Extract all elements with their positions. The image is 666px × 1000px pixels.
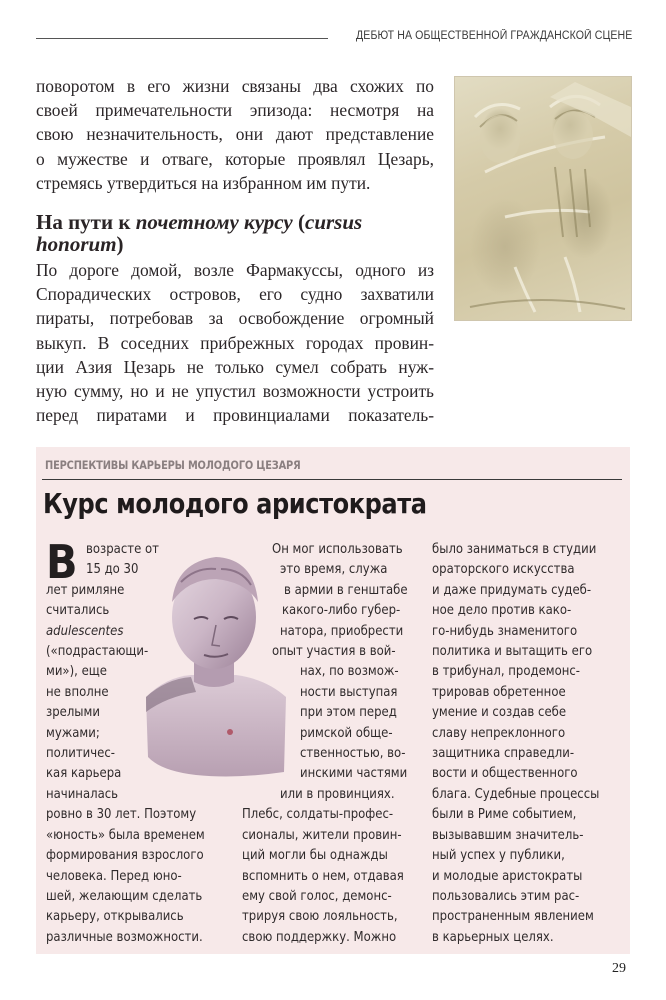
text-line: формирования взрослого — [46, 847, 204, 864]
text-line: о мужестве и отваге, которые проявлял Цезарь, — [36, 148, 434, 169]
sidebar-column-2 — [236, 539, 406, 947]
heading-italic-term: почетному курсу — [135, 210, 293, 235]
text-line: поворотом в его жизни связаны два схожих по — [36, 76, 434, 96]
text-line: перед пиратами и провинциалами показатель- — [36, 405, 434, 426]
text-line: го-нибудь знаменитого — [432, 622, 578, 639]
relief-photo — [454, 76, 632, 321]
text-line: ций могли бы однажды — [242, 847, 388, 864]
text-line: свою поддержку. Можно — [242, 928, 397, 945]
text-line: различные возможности. — [46, 928, 203, 945]
text-line: Он мог использовать — [272, 541, 403, 557]
text-line: считались — [46, 602, 110, 619]
heading-latin-term: cursus — [305, 210, 363, 235]
text-line: умение и создав себе — [432, 704, 567, 721]
text-line: пространенным явлением — [432, 908, 594, 925]
text-line: ции Азия Цезарь не только сумел собрать нуж- — [36, 356, 434, 377]
text-line: славу непреклонного — [432, 724, 566, 741]
text-line: человека. Перед юно- — [46, 867, 182, 884]
text-line: какого-либо губер- — [282, 602, 401, 619]
text-line: ораторского искусства — [432, 561, 575, 578]
text-line: в трибунал, продемонс- — [432, 663, 581, 680]
text-line: это время, служа — [280, 561, 388, 578]
text-line: пользовались этим рас- — [432, 887, 580, 904]
text-line: сионалы, жители провин- — [242, 826, 402, 843]
text-line: возрасте от — [86, 541, 159, 557]
text-line: ное дело против како- — [432, 602, 572, 619]
text-line: не вполне — [46, 683, 109, 700]
text-line: Плебс, солдаты-профес- — [242, 806, 394, 823]
text-line: свою незначительность, они дают представление — [36, 124, 434, 145]
page-number: 29 — [612, 961, 626, 976]
text-line: Спорадических островов, его судно захватили — [36, 284, 434, 305]
text-line: ему свой голос, демонс- — [242, 887, 392, 904]
heading-prefix: На пути к — [36, 210, 136, 235]
text-line: пираты, потребовав за освобождение огромный — [36, 308, 434, 329]
text-line: («подрастающи- — [46, 643, 149, 660]
text-line: и даже придумать судеб- — [432, 581, 592, 598]
body-paragraph — [36, 258, 434, 427]
text-line: в армии в генштабе — [284, 581, 408, 598]
text-line: блага. Судебные процессы — [432, 785, 600, 802]
intro-paragraph — [36, 74, 434, 195]
text-line: «юность» была временем — [46, 826, 205, 843]
sidebar-title: Курс молодого аристократа — [43, 487, 427, 520]
running-head-title: ДЕБЮТ НА ОБЩЕСТВЕННОЙ ГРАЖДАНСКОЙ СЦЕНЕ — [355, 30, 632, 42]
text-line: трировав обретенное — [432, 683, 566, 700]
sidebar-rule — [42, 479, 622, 480]
text-line: политичес- — [46, 745, 116, 762]
heading-paren-open: ( — [292, 210, 305, 235]
sidebar-kicker: ПЕРСПЕКТИВЫ КАРЬЕРЫ МОЛОДОГО ЦЕЗАРЯ — [45, 459, 301, 472]
heading-paren-close: ) — [116, 232, 124, 257]
text-line: карьеру, открывались — [46, 908, 184, 925]
text-line: шей, желающим сделать — [46, 887, 203, 904]
text-line: стремясь утвердиться на избранном им пути. — [36, 172, 371, 193]
text-line: своей примечательности эпизода: несмотря на — [36, 100, 434, 121]
text-line: ми»), еще — [46, 663, 107, 680]
text-line: мужами; — [46, 724, 100, 741]
text-line: ности выступая — [300, 683, 398, 700]
text-line: и молодые аристократы — [432, 867, 583, 884]
running-head-rule — [36, 38, 328, 39]
text-line: ственностью, во- — [300, 745, 406, 762]
text-line: трируя свою лояльность, — [242, 908, 398, 925]
text-line: ровно в 30 лет. Поэтому — [46, 806, 197, 823]
text-line: ный успех у публики, — [432, 847, 565, 864]
text-line: или в провинциях. — [280, 785, 395, 802]
dropcap: В — [46, 535, 78, 589]
main-text — [36, 74, 434, 427]
relief-image-icon — [455, 77, 631, 320]
text-line: ную сумму, но и не упустил возможности устроить — [36, 381, 434, 402]
text-line: выкуп. В соседних прибрежных городах провин- — [36, 332, 434, 353]
sidebar-box — [36, 447, 630, 954]
text-line: защитника справедли- — [432, 745, 575, 762]
text-line: лет римляне — [46, 581, 125, 598]
text-line: было заниматься в студии — [432, 541, 597, 557]
text-line: По дороге домой, возле Фармакуссы, одного из — [36, 260, 434, 281]
text-line: adulescentes — [46, 622, 124, 639]
text-line: 15 до 30 — [86, 561, 139, 578]
text-line: вызывавшим значитель- — [432, 826, 584, 843]
running-head — [36, 26, 632, 42]
text-line: начиналась — [46, 785, 119, 802]
text-line: кая карьера — [46, 765, 122, 782]
section-heading — [36, 211, 434, 255]
text-line: вости и общественного — [432, 765, 578, 782]
heading-latin-term-2: honorum — [36, 232, 117, 257]
text-line: зрелыми — [46, 704, 100, 721]
text-line: римской обще- — [300, 724, 393, 741]
text-line: в карьерных целях. — [432, 928, 554, 945]
text-line: были в Риме событием, — [432, 806, 577, 823]
sidebar-column-3 — [432, 539, 622, 947]
text-line: натора, приобрести — [280, 622, 404, 639]
text-line: инскими частями — [300, 765, 408, 782]
text-line: политика и вытащить его — [432, 643, 593, 660]
text-line: опыт участия в вой- — [272, 643, 396, 660]
text-line: вспомнить о нем, отдавая — [242, 867, 404, 884]
text-line: нах, по возмож- — [300, 663, 399, 680]
text-line: при этом перед — [300, 704, 397, 721]
